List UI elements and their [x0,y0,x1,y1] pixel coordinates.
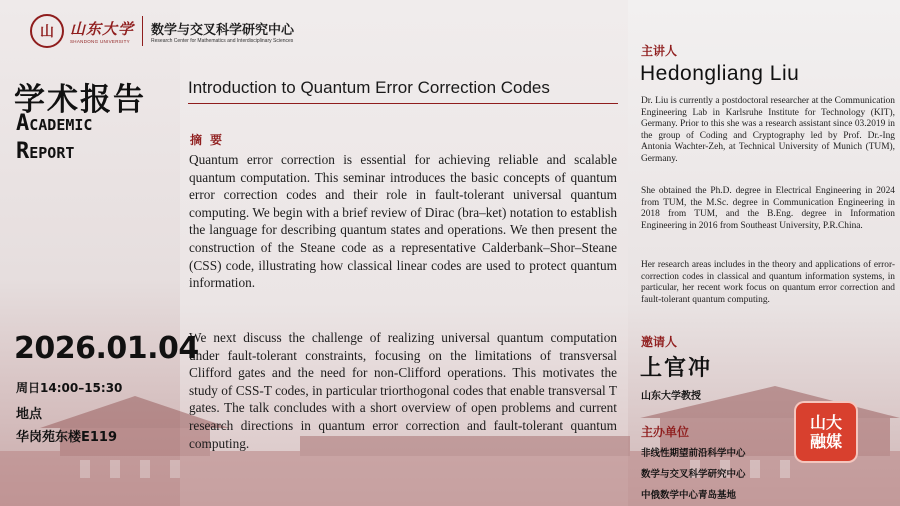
talk-title: Introduction to Quantum Error Correction Codes [188,78,550,97]
event-date: 2026.01.04 [14,331,199,366]
speaker-bio-paragraph-3: Her research areas includes in the theory and applications of error-correction codes in classical and quantum information systems, in particular, her recent work focus on quantum error correction and fault-tolerant quantum computing. [641,260,895,305]
media-badge-line2: 融媒 [809,432,842,451]
speaker-bio-paragraph-2: She obtained the Ph.D. degree in Electrical Engineering in 2024 from TUM, the M.Sc. degree in Communication Engineering in 2018 from TUM, and the B.Eng. degree in Information Engineering in 2016 from Southeast University, P.R.China. [641,186,895,231]
organizer-item: 中俄数学中心青岛基地 [641,490,737,501]
research-center-name-en: Research Center for Mathematics and Interdisciplinary Sciences [151,37,294,44]
header [30,12,294,50]
abstract-paragraph-2: We next discuss the challenge of realizing universal quantum computation under fault-tolerant constraints, focusing on the limitations of transversal Clifford gates and the need for non-Clifford operations. This motivates the study of CSS-T codes, in particular triorthogonal codes that enable transversal T gates. The talk concludes with a short overview of open problems and current research directions in quantum error correction and fault-tolerant quantum computing. [189,330,617,451]
abstract-label: 摘要 [190,133,231,147]
logo-glyph: 山 [40,24,54,40]
event-time: 周日14:00–15:30 [16,381,123,395]
inviter-name: 上官冲 [640,356,713,381]
speaker-bio-paragraph-1: Dr. Liu is currently a postdoctoral researcher at the Communication Engineering Lab in Karlsruhe Institute for Technology (KIT), Germany. Prior to this she was a research assistant since 03.2019 in the group of Coding and Cryptography led by Prof. Dr.-Ing Antonia Wachter-Zeh, at Technical University of Munich (TUM), Germany. [641,96,895,164]
banner-title-en [16,110,92,166]
university-name-en: SHANDONG UNIVERSITY [70,39,130,44]
banner-title-cn: 学术报告 [14,82,146,118]
organizer-item: 非线性期望前沿科学中心 [641,448,746,459]
university-logo [30,14,64,48]
inviter-title: 山东大学教授 [641,391,701,402]
banner-title-en-line2: Report [16,139,75,164]
talk-title-underline [188,103,618,104]
organizer-item: 数学与交叉科学研究中心 [641,469,746,480]
header-divider [142,16,143,46]
speaker-label: 主讲人 [641,44,678,58]
inviter-label: 邀请人 [641,335,678,349]
research-center-block [151,19,294,44]
abstract-paragraph-1: Quantum error correction is essential for achieving reliable and scalable quantum computation. This seminar introduces the basic concepts of quantum error correction codes and their role in fault-tolerant universal quantum computing. We begin with a brief review of Dirac (bra–ket) notation to establish the language for describing quantum states and operations. We then present the construction of the Steane code as a representative Calderbank–Shor–Steane (CSS) code, illustrating how classical linear codes are used to protect quantum information. [189,152,617,291]
banner-title-en-line1: Academic [16,111,93,136]
location-value: 华岗苑东楼E119 [16,430,118,445]
university-name-cn: 山东大学 [70,20,135,38]
research-center-name-cn: 数学与交叉科学研究中心 [151,22,295,38]
university-name-block [70,18,134,44]
media-badge-line1: 山大 [809,413,842,432]
media-logo-badge [796,403,856,461]
organizers-label: 主办单位 [641,425,690,439]
speaker-name: Hedongliang Liu [640,62,800,85]
location-label: 地点 [16,407,43,422]
